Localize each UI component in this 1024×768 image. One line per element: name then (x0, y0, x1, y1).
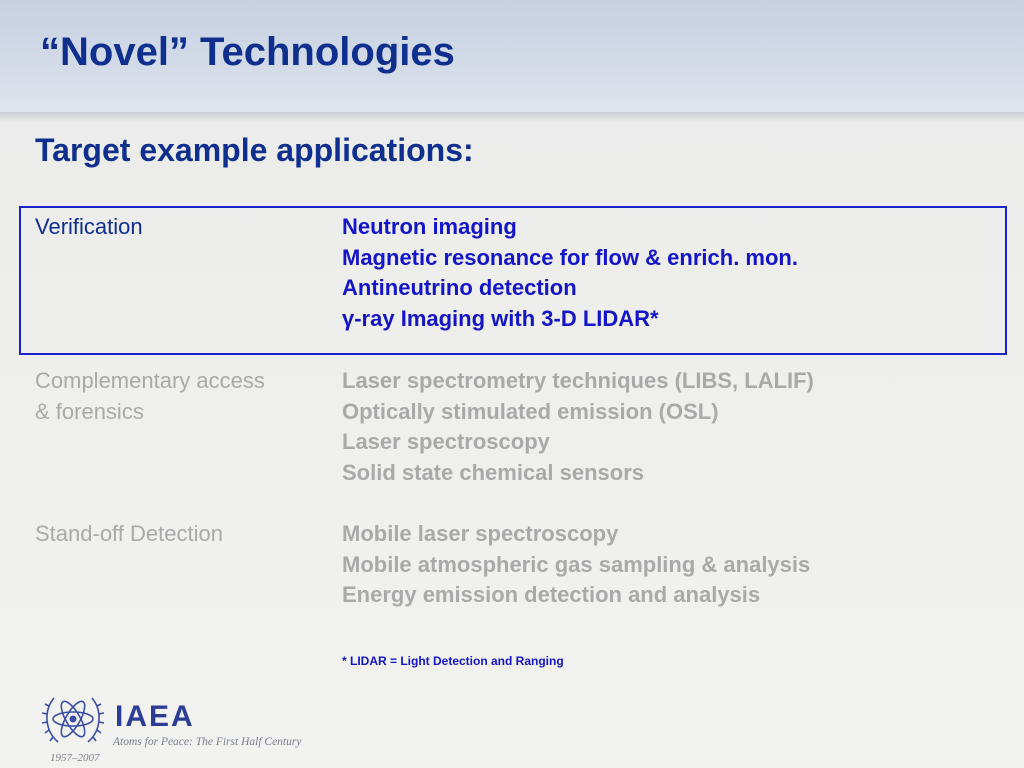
slide-subtitle: Target example applications: (35, 132, 474, 168)
list-item: Magnetic resonance for flow & enrich. mon. (342, 244, 798, 270)
iaea-logo (40, 688, 340, 766)
un-atom-emblem-icon (40, 688, 120, 752)
row-items-complementary-access (342, 366, 814, 488)
list-item: γ-ray Imaging with 3-D LIDAR* (342, 305, 659, 331)
list-item: Mobile laser spectroscopy (342, 521, 619, 546)
header-shadow (0, 112, 1024, 122)
list-item: Laser spectrometry techniques (LIBS, LALIF) (342, 368, 814, 393)
row-items-stand-off-detection (342, 519, 810, 611)
iaea-wordmark: IAEA (115, 700, 195, 733)
list-item: Optically stimulated emission (OSL) (342, 398, 719, 424)
list-item: Neutron imaging (342, 214, 517, 239)
row-label-complementary-access (35, 366, 265, 427)
row-label-line: Complementary access (35, 368, 265, 393)
row-label-verification (35, 212, 143, 243)
list-item: Antineutrino detection (342, 275, 577, 300)
row-label-line: & forensics (35, 398, 144, 424)
iaea-tagline: Atoms for Peace: The First Half Century (113, 736, 302, 748)
row-label-stand-off-detection (35, 519, 223, 550)
list-item: Energy emission detection and analysis (342, 582, 761, 607)
list-item: Laser spectroscopy (342, 429, 550, 454)
row-items-verification (342, 212, 798, 334)
list-item: Solid state chemical sensors (342, 459, 645, 485)
row-label-line: Stand-off Detection (35, 521, 223, 546)
row-label-line: Verification (35, 214, 143, 239)
list-item: Mobile atmospheric gas sampling & analysis (342, 551, 811, 577)
iaea-years: 1957–2007 (50, 752, 100, 764)
footnote: * LIDAR = Light Detection and Ranging (342, 654, 564, 668)
slide-title: “Novel” Technologies (40, 30, 455, 74)
